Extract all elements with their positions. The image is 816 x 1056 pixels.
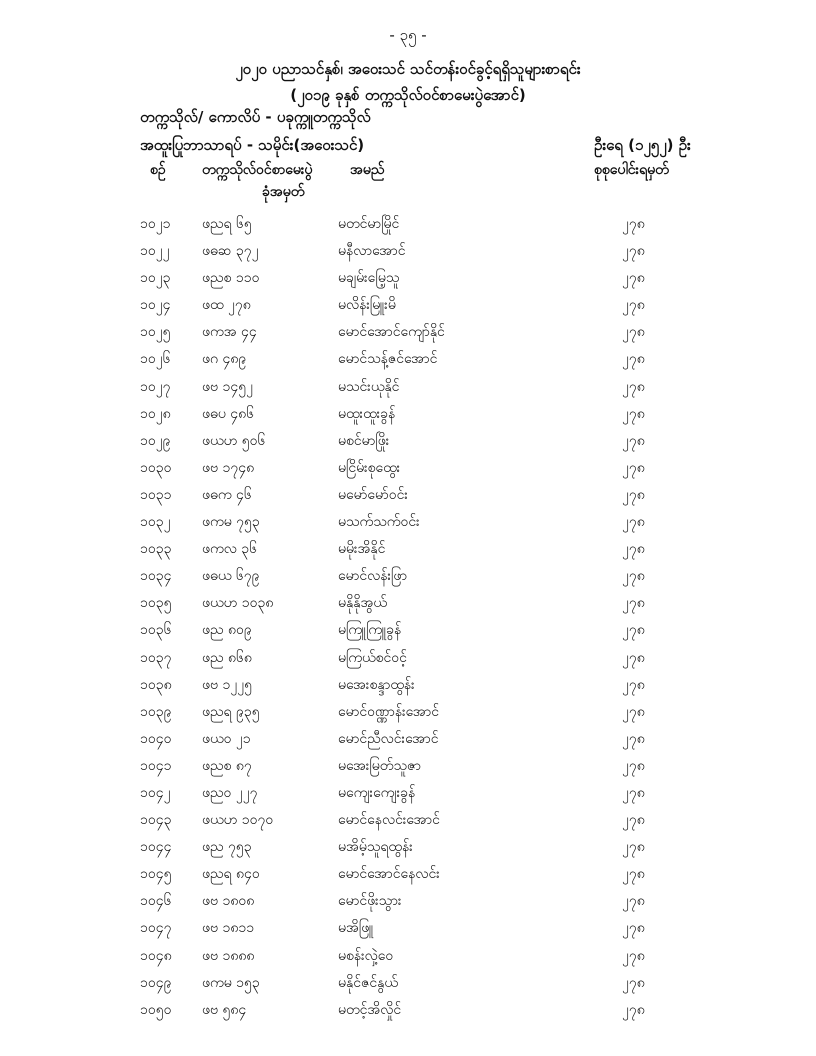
row-number: ၁၀၂၆: [140, 351, 171, 368]
total-score: ၂၇၈: [622, 703, 645, 720]
table-row: [0, 752, 816, 779]
table-row: [0, 481, 816, 508]
row-number: ၁၀၃၆: [140, 622, 172, 639]
student-name: မောင်နေလင်းအောင်: [338, 812, 440, 829]
total-count: ဦးရေ (၁၂၅၂) ဦး: [594, 136, 691, 154]
table-row: [0, 210, 816, 237]
table-row: [0, 616, 816, 643]
document-title: ၂၀၂၀ ပညာသင်နှစ်၊ အဝေးသင် သင်တန်းဝင်ခွင့်ရရှိသူများစာရင်း: [235, 60, 581, 78]
roll-number: ဖဂ ၄၈၉: [202, 351, 247, 368]
table-row: [0, 860, 816, 887]
roll-number: ဖညစ ၁၁၀: [202, 270, 260, 287]
table-row: [0, 969, 816, 996]
student-name: မသက်သက်ဝင်း: [338, 514, 420, 531]
student-list: [0, 210, 816, 1023]
university-line: တက္ကသိုလ်/ ကောလိပ် - ပခုက္ကူတက္ကသိုလ်: [140, 108, 371, 126]
table-row: [0, 373, 816, 400]
row-number: ၁၀၃၈: [140, 676, 172, 693]
header-roll: တက္ကသိုလ်ဝင်စာမေးပွဲ: [202, 162, 313, 178]
total-score: ၂၇၈: [622, 1001, 645, 1018]
total-score: ၂၇၈: [622, 297, 645, 314]
total-score: ၂၇၈: [622, 757, 645, 774]
roll-number: ဖညရ ၈၄၀: [202, 866, 260, 883]
roll-number: ဖဗ ၁၈၀၈: [202, 893, 255, 910]
roll-number: ဖညရ ၆၅: [202, 216, 252, 232]
student-name: မောင်အောင်နေလင်း: [338, 866, 440, 883]
roll-number: ဖကအ ၄၄: [202, 324, 257, 341]
table-row: [0, 454, 816, 481]
student-name: မနိုင်ဇင်နွယ်: [338, 974, 398, 991]
row-number: ၁၀၃၄: [140, 568, 172, 585]
total-score: ၂၇၈: [622, 378, 645, 395]
roll-number: ဖညစ ၈၇: [202, 757, 252, 774]
row-number: ၁၀၄၇: [140, 920, 172, 937]
roll-number: ဖဓက ၄၆: [202, 486, 252, 503]
student-name: မထူးထူးခွန်: [338, 405, 396, 422]
row-number: ၁၀၄၄: [140, 839, 172, 856]
row-number: ၁၀၂၃: [140, 270, 171, 287]
student-name: မောင်သန့်ဇင်အောင်: [338, 351, 438, 368]
student-name: မချမ်းမြေ့သူ: [338, 270, 400, 287]
header-score: စုစုပေါင်းရမှတ်: [594, 162, 669, 178]
table-row: [0, 535, 816, 562]
roll-number: ဖယဟ ၁၀၇၀: [202, 812, 274, 829]
row-number: ၁၀၄၃: [140, 812, 172, 829]
student-name: မနီလာအောင်: [338, 243, 406, 260]
row-number: ၁၀၄၆: [140, 893, 172, 910]
table-row: [0, 725, 816, 752]
total-score: ၂၇၈: [622, 812, 645, 829]
row-number: ၁၀၂၈: [140, 405, 171, 422]
table-row: [0, 291, 816, 318]
total-score: ၂၇၈: [622, 351, 645, 368]
total-score: ၂၇၈: [622, 432, 645, 449]
table-row: [0, 887, 816, 914]
roll-number: ဖဓဆ ၃၇၂: [202, 243, 259, 260]
student-name: မကြယ်စင်ဝင့်: [338, 649, 407, 666]
total-score: ၂၇၈: [622, 866, 645, 883]
student-name: မတင်မာမြိုင်: [338, 216, 400, 232]
student-name: မတင့်အိလှိုင်: [338, 1001, 402, 1018]
roll-number: ဖထ ၂၇၈: [202, 297, 251, 314]
table-row: [0, 508, 816, 535]
roll-number: ဖဗ ၅၈၄: [202, 1001, 247, 1018]
student-name: မောင်ဖိုးသွား: [338, 893, 402, 910]
total-score: ၂၇၈: [622, 541, 645, 558]
table-row: [0, 345, 816, 372]
total-score: ၂၇၈: [622, 595, 645, 612]
student-name: မအေးစန္ဒာထွန်း: [338, 676, 415, 693]
total-score: ၂၇၈: [622, 486, 645, 503]
table-row: [0, 914, 816, 941]
roll-number: ဖဗ ၁၈၁၁: [202, 920, 255, 937]
student-name: မကြူကြူခွန်: [338, 622, 402, 639]
row-number: ၁၀၃၂: [140, 514, 171, 531]
header-name: အမည်: [350, 162, 385, 178]
row-number: ၁၀၃၀: [140, 459, 172, 476]
table-row: [0, 644, 816, 671]
student-name: မစန်းလှဲ့ဝေ: [338, 947, 394, 964]
total-score: ၂၇၈: [622, 893, 645, 910]
total-score: ၂၇၈: [622, 568, 645, 585]
roll-number: ဖကမ ၇၅၃: [202, 514, 260, 531]
student-name: မသင်းယုနိုင်: [338, 378, 400, 395]
roll-number: ဖည ၇၅၃: [202, 839, 252, 856]
total-score: ၂၇၈: [622, 839, 645, 856]
student-name: မောင်လန်းဖြာ: [338, 568, 408, 585]
table-row: [0, 779, 816, 806]
total-score: ၂၇၈: [622, 324, 645, 341]
total-score: ၂၇၈: [622, 649, 645, 666]
roll-number: ဖယဟ ၅၀၆: [202, 432, 266, 449]
student-name: မအေးမြတ်သူဇာ: [338, 757, 422, 774]
total-score: ၂၇၈: [622, 974, 645, 991]
student-name: မအိမ့်သူရထွန်း: [338, 839, 413, 856]
student-name: မနိုနိုအွယ်: [338, 595, 387, 612]
student-name: မငြိမ်းစုထွေး: [338, 459, 401, 476]
row-number: ၁၀၄၁: [140, 757, 172, 774]
total-score: ၂၇၈: [622, 216, 645, 232]
roll-number: ဖည ၈၀၉: [202, 622, 252, 639]
roll-number: ဖယဝ ၂၁: [202, 730, 251, 747]
table-row: [0, 264, 816, 291]
student-name: မလိန်းမြူးမိ: [338, 297, 396, 314]
table-row: [0, 806, 816, 833]
roll-number: ဖဗ ၁၈၈၈: [202, 947, 255, 964]
header-no: စဉ်: [150, 162, 166, 178]
row-number: ၁၀၂၂: [140, 243, 170, 260]
row-number: ၁၀၄၀: [140, 730, 172, 747]
student-name: မမိုးအိနိုင်: [338, 541, 386, 558]
roll-number: ဖဓယ ၆၇၉: [202, 568, 260, 585]
row-number: ၁၀၂၅: [140, 324, 171, 341]
roll-number: ဖယဟ ၁၀၃၈: [202, 595, 274, 612]
total-score: ၂၇၈: [622, 459, 645, 476]
roll-number: ဖဗ ၁၇၄၈: [202, 459, 255, 476]
student-name: မောင်ဝဏ္ဏာန်းအောင်: [338, 703, 440, 720]
total-score: ၂၇၈: [622, 920, 645, 937]
student-name: မောင်ညီလင်းအောင်: [338, 730, 439, 747]
student-name: မကျေးကျေးခွန်: [338, 784, 416, 801]
row-number: ၁၀၄၈: [140, 947, 172, 964]
row-number: ၁၀၄၂: [140, 784, 171, 801]
row-number: ၁၀၄၉: [140, 974, 172, 991]
roll-number: ဖဓပ ၄၈၆: [202, 405, 255, 422]
student-name: မစင်မာဖြိုး: [338, 432, 390, 449]
table-row: [0, 996, 816, 1023]
subject-line: အထူးပြုဘာသာရပ် - သမိုင်း(အဝေးသင်): [140, 136, 365, 154]
total-score: ၂၇၈: [622, 622, 645, 639]
student-name: မောင်အောင်ကျော်နိုင်: [338, 324, 445, 341]
roll-number: ဖည ၈၆၈: [202, 649, 252, 666]
total-score: ၂၇၈: [622, 514, 645, 531]
table-row: [0, 942, 816, 969]
document-subtitle: (၂၀၁၉ ခုနှစ် တက္ကသိုလ်ဝင်စာမေးပွဲအောင်): [290, 86, 526, 104]
table-row: [0, 671, 816, 698]
table-row: [0, 427, 816, 454]
total-score: ၂၇၈: [622, 947, 645, 964]
roll-number: ဖကမ ၁၅၃: [202, 974, 260, 991]
row-number: ၁၀၃၉: [140, 703, 172, 720]
roll-number: ဖဗ ၁၂၂၅: [202, 676, 252, 693]
total-score: ၂၇၈: [622, 730, 645, 747]
row-number: ၁၀၂၄: [140, 297, 171, 314]
table-row: [0, 237, 816, 264]
total-score: ၂၇၈: [622, 784, 645, 801]
table-row: [0, 589, 816, 616]
header-roll-line2: ခုံအမှတ်: [262, 184, 305, 200]
table-row: [0, 562, 816, 589]
total-score: ၂၇၈: [622, 270, 645, 287]
page-number: - ၃၅ -: [389, 26, 427, 44]
row-number: ၁၀၂၇: [140, 378, 171, 395]
row-number: ၁၀၄၅: [140, 866, 172, 883]
total-score: ၂၇၈: [622, 243, 645, 260]
row-number: ၁၀၃၃: [140, 541, 172, 558]
roll-number: ဖဗ ၁၄၅၂: [202, 378, 253, 395]
total-score: ၂၇၈: [622, 676, 645, 693]
table-row: [0, 400, 816, 427]
roll-number: ဖညရ ၉၃၅: [202, 703, 260, 720]
table-row: [0, 318, 816, 345]
student-name: မမော်မော်ဝင်း: [338, 486, 408, 503]
row-number: ၁၀၂၉: [140, 432, 171, 449]
table-row: [0, 698, 816, 725]
total-score: ၂၇၈: [622, 405, 645, 422]
row-number: ၁၀၃၁: [140, 486, 172, 503]
row-number: ၁၀၂၁: [140, 216, 171, 232]
roll-number: ဖကလ ၃၆: [202, 541, 258, 558]
row-number: ၁၀၅၀: [140, 1001, 172, 1018]
roll-number: ဖညဝ ၂၂၇: [202, 784, 258, 801]
row-number: ၁၀၃၅: [140, 595, 172, 612]
row-number: ၁၀၃၇: [140, 649, 172, 666]
student-name: မအိဖြူ: [338, 920, 374, 937]
table-row: [0, 833, 816, 860]
